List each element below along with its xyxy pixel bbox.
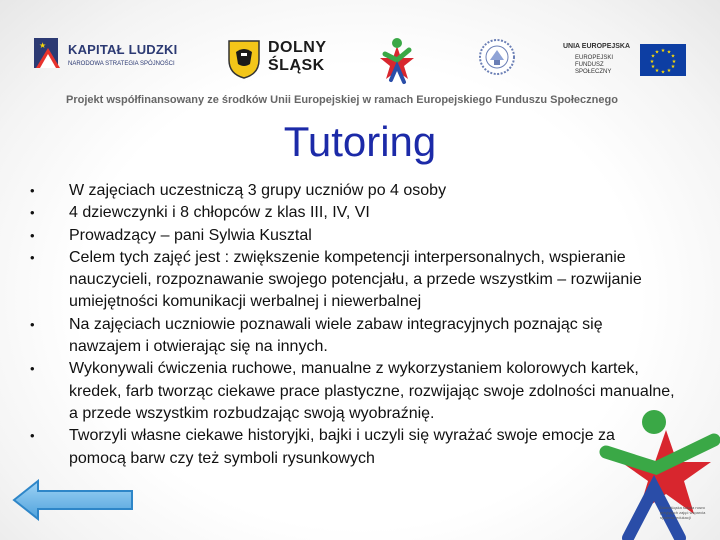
ue-line1: UNIA EUROPEJSKA [563,43,631,50]
svg-text:★: ★ [39,41,47,50]
svg-text:★: ★ [649,59,655,65]
slide-title: Tutoring [283,118,437,165]
svg-text:★: ★ [654,68,660,74]
bullet-item: • Na zajęciach uczniowie poznawali wiele zabaw integracyjnych poznając się nawzajem i otwierając się na innych. [26,314,676,359]
svg-text:★: ★ [654,49,660,56]
ue-line2: EUROPEJSKI [575,55,614,61]
svg-text:★: ★ [670,64,676,70]
eu-flag-icon [640,44,686,76]
back-arrow-button[interactable] [12,479,136,521]
coat-of-arms-icon [226,38,262,80]
back-arrow-icon [12,479,136,521]
svg-text:★: ★ [670,53,676,60]
bullet-item: • Tworzyli własne ciekawe historyjki, bajki i uczyli się wyrażać swoje emocje za pomocą barw czy też symboli rysunkowych [26,425,676,470]
bullet-item: • Celem tych zajęć jest : zwiększenie kompetencji interpersonalnych, wspieranie nauczycieli, rozpoznawanie swojego potencjału, a przede wszystkim – rozwijanie umiejętności komunikacji werbalnej i niewerbalnej [26,247,676,314]
svg-text:★: ★ [650,53,656,60]
star-person-icon [377,36,417,86]
svg-text:★: ★ [650,64,656,70]
bullet-list [26,180,676,470]
dolny-slask-logo [226,38,336,82]
svg-text:★: ★ [671,59,677,65]
ue-line4: SPOŁECZNY [575,69,612,75]
school-emblem-icon [478,38,516,76]
logo-bar [0,0,720,92]
dolny-slask-line2: ŚLĄSK [268,57,325,74]
eu-logo [563,40,687,80]
bullet-item: • Wykonywali ćwiczenia ruchowe, manualne z wykorzystaniem kolorowych kartek, kredek, farb tworząc ciekawe prace plastyczne, rozwijając swoje zdolności manualne, a przede wszystkim rozbudzając swoją wyobraźnię. [26,358,676,425]
bullet-item: • W zajęciach uczestniczą 3 grupy uczniów po 4 osoby [26,180,676,202]
kapital-ludzki-icon [30,34,66,74]
kapital-ludzki-subtitle: NARODOWA STRATEGIA SPÓJNOŚCI [68,61,175,67]
kapital-ludzki-logo [30,34,190,78]
bullet-item: • 4 dziewczynki i 8 chłopców z klas III, IV, VI [26,202,676,224]
funding-note: Projekt współfinansowany ze środków Unii Europejskiej w ramach Europejskiego Funduszu Społecznego [66,94,618,106]
corner-caption: Dolnośląska szkoła nowo przyjętych zajęć wsparcia systemu edukacji [660,505,706,520]
svg-text:★: ★ [660,69,666,76]
svg-text:★: ★ [666,68,672,74]
kapital-ludzki-title: KAPITAŁ LUDZKI [68,42,178,57]
svg-text:★: ★ [660,48,666,54]
dolny-slask-line1: DOLNY [268,39,327,56]
svg-text:★: ★ [666,49,672,56]
ue-line3: FUNDUSZ [575,62,604,68]
bullet-item: • Prowadzący – pani Sylwia Kusztal [26,225,676,247]
